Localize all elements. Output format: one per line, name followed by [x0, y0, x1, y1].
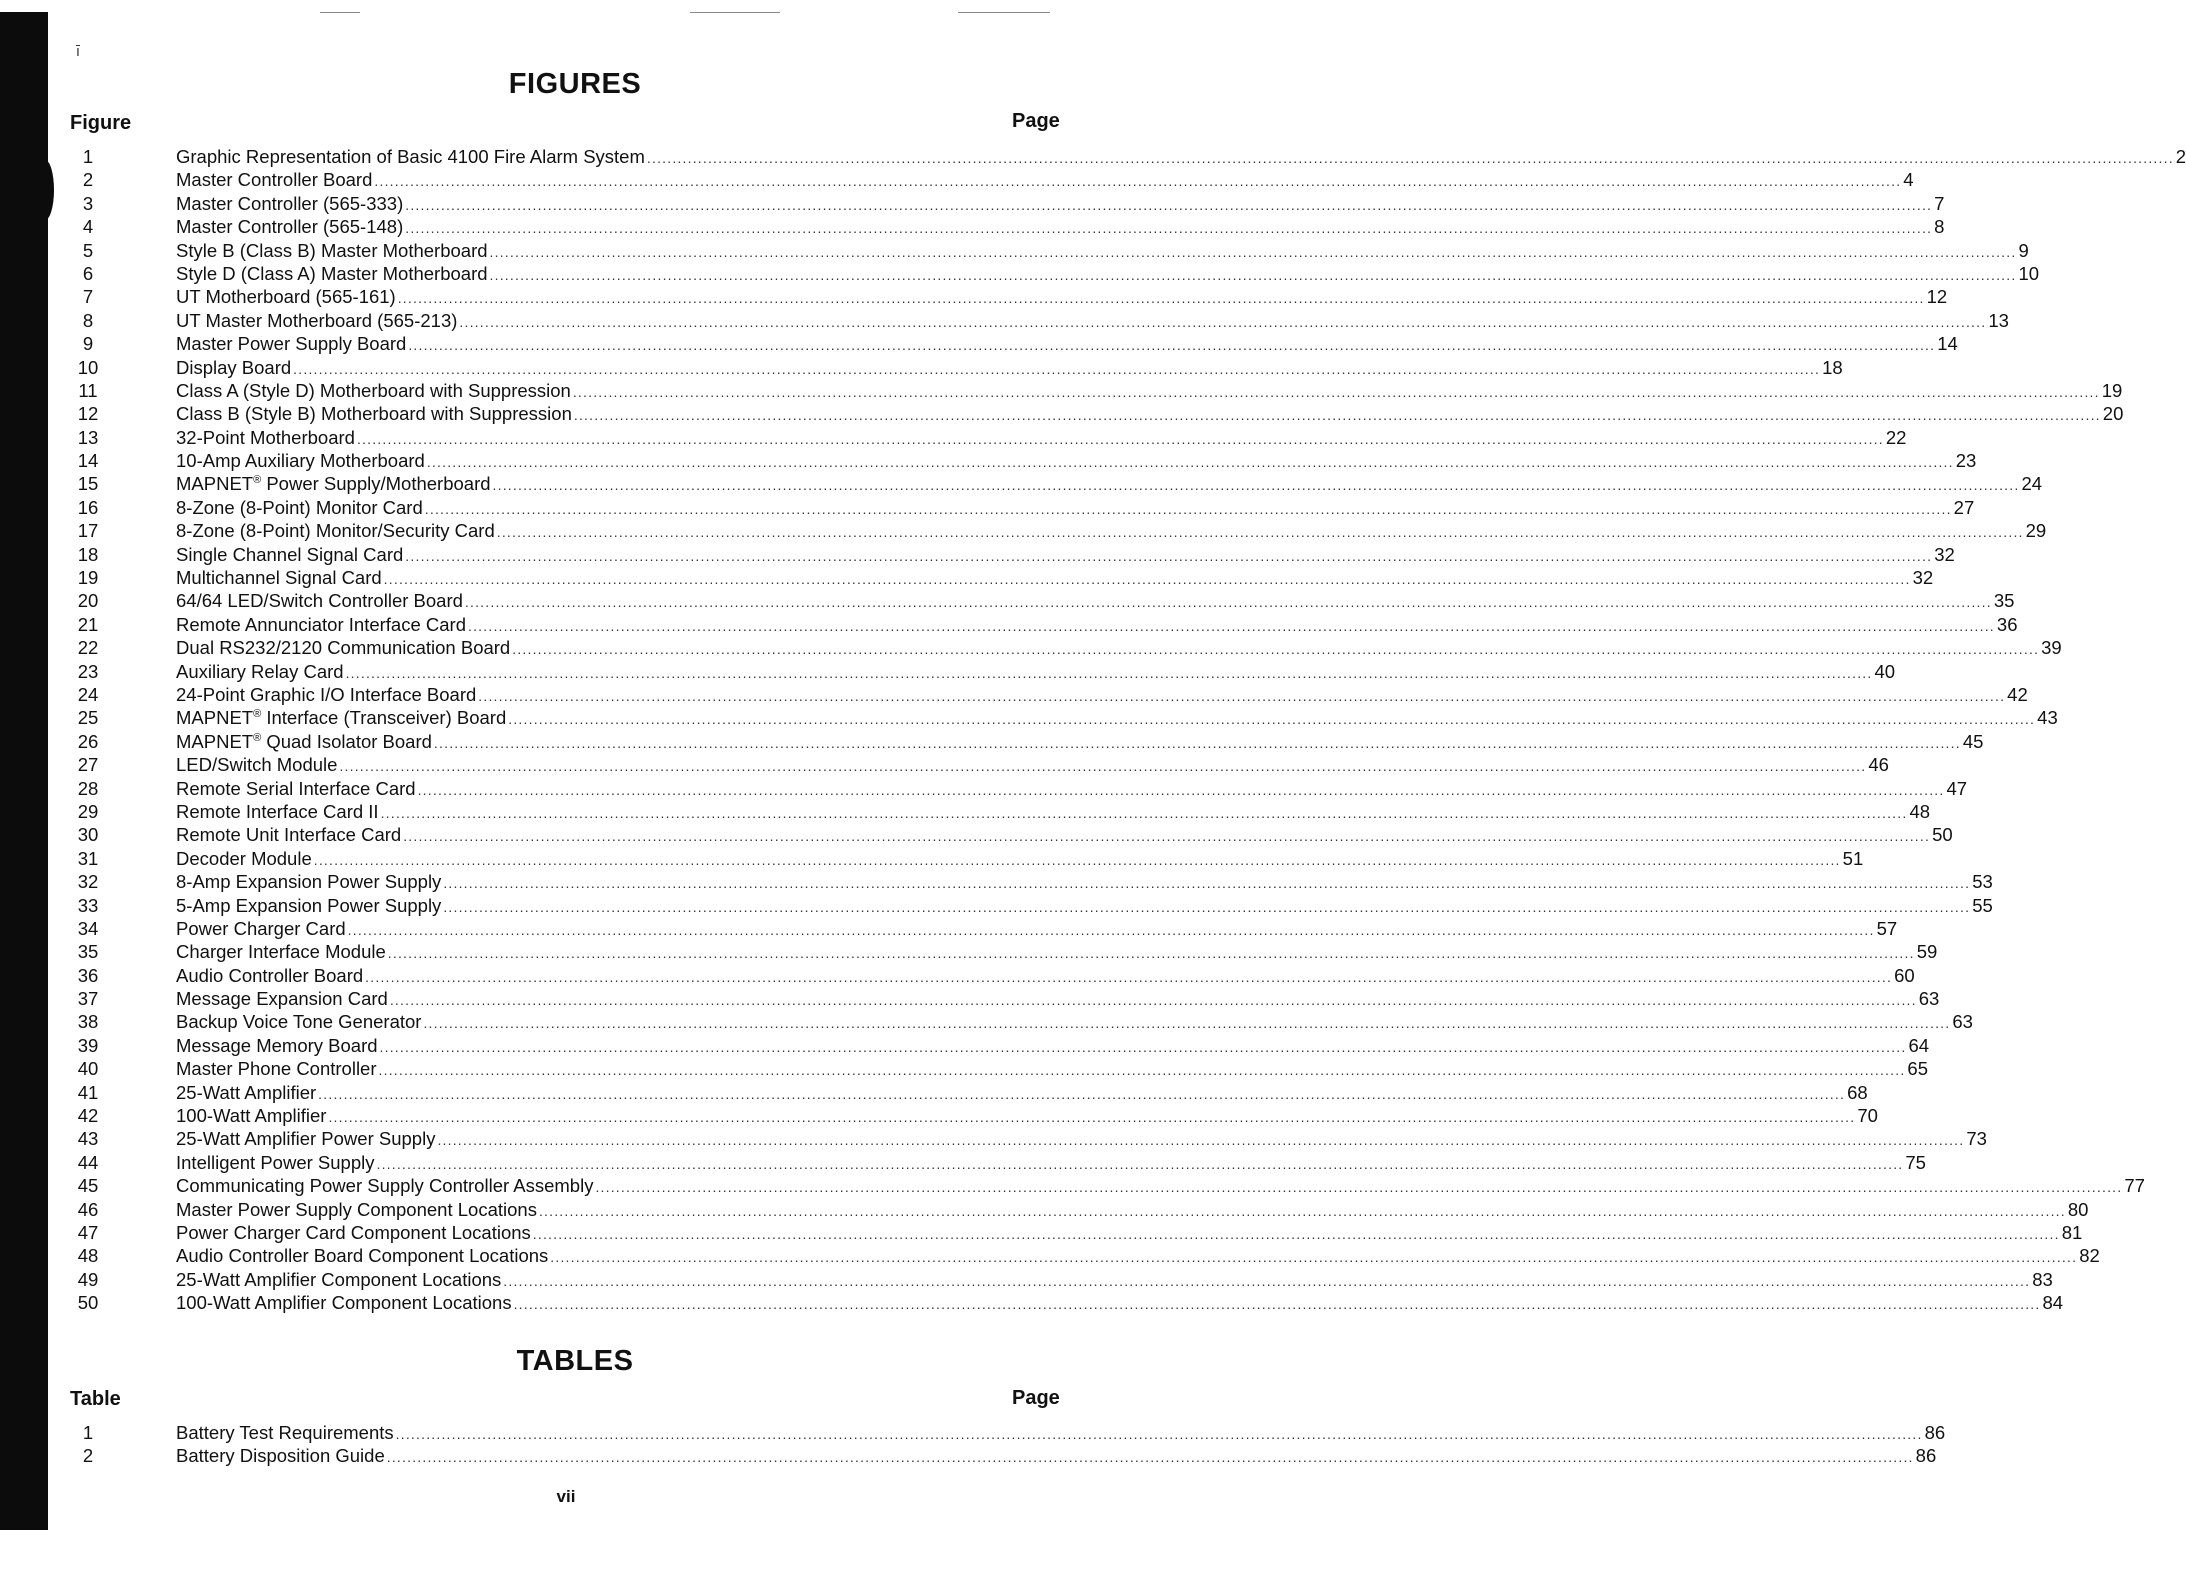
toc-page: 60 [1894, 964, 1915, 986]
dot-leader: ............................................................................................................................................................................................................................................................................................................ [464, 594, 1992, 611]
toc-page: 47 [1946, 777, 1968, 799]
toc-title: 25-Watt Amplifier [176, 1081, 317, 1103]
dot-leader: ............................................................................................................................................................................................................................................................................................................ [376, 1155, 1904, 1172]
toc-row [60, 496, 1975, 519]
toc-row [60, 519, 2047, 542]
toc-page: 55 [1972, 894, 1993, 916]
toc-number: 13 [77, 426, 99, 448]
toc-row [60, 379, 2123, 402]
dot-leader: ............................................................................................................................................................................................................................................................................................................ [356, 430, 1884, 447]
dot-leader: ............................................................................................................................................................................................................................................................................................................ [405, 196, 1933, 213]
toc-title: Display Board [176, 356, 292, 378]
toc-title: 64/64 LED/Switch Controller Board [176, 590, 463, 612]
toc-number: 43 [77, 1128, 99, 1150]
toc-number: 31 [77, 847, 99, 869]
toc-title: 10-Amp Auxiliary Motherboard [176, 450, 425, 472]
toc-page: 51 [1842, 847, 1864, 869]
dot-leader: ............................................................................................................................................................................................................................................................................................................ [496, 524, 2024, 541]
figure-column-header: Figure [70, 112, 132, 134]
toc-title: 100-Watt Amplifier [176, 1105, 327, 1127]
dot-leader: ............................................................................................................................................................................................................................................................................................................ [538, 1202, 2066, 1219]
toc-page: 13 [1988, 309, 2009, 331]
toc-number: 35 [77, 941, 99, 963]
toc-page: 32 [1934, 543, 1955, 565]
dot-leader: ............................................................................................................................................................................................................................................................................................................ [433, 734, 1961, 751]
dot-leader: ............................................................................................................................................................................................................................................................................................................ [313, 851, 1841, 868]
toc-page: 14 [1937, 333, 1958, 355]
toc-row [60, 1444, 1937, 1467]
toc-row [60, 636, 2062, 659]
toc-title: MAPNET® Interface (Transceiver) Board [176, 707, 507, 729]
dot-leader: ............................................................................................................................................................................................................................................................................................................ [405, 220, 1933, 237]
toc-row [60, 1034, 1930, 1057]
toc-title: MAPNET® Power Supply/Motherboard [176, 473, 491, 495]
figure-page-column-header: Page [1012, 110, 1060, 132]
dot-leader: ............................................................................................................................................................................................................................................................................................................ [293, 360, 1821, 377]
toc-page: 53 [1972, 871, 1993, 893]
toc-page: 48 [1909, 800, 1931, 822]
toc-page: 63 [1918, 988, 1940, 1010]
toc-number: 46 [77, 1198, 99, 1220]
dot-leader: ............................................................................................................................................................................................................................................................................................................ [646, 150, 2174, 166]
toc-number: 6 [82, 262, 94, 284]
toc-title: Master Phone Controller [176, 1058, 377, 1080]
toc-title: Master Power Supply Board [176, 333, 407, 355]
dot-leader: ............................................................................................................................................................................................................................................................................................................ [459, 313, 1987, 330]
toc-title: 8-Amp Expansion Power Supply [176, 871, 442, 893]
toc-row [60, 1221, 2083, 1244]
toc-page: 80 [2067, 1198, 2089, 1220]
dot-leader: ............................................................................................................................................................................................................................................................................................................ [383, 571, 1911, 588]
toc-page: 2 [2175, 146, 2186, 167]
dot-leader: ............................................................................................................................................................................................................................................................................................................ [403, 828, 1931, 845]
toc-title: Class A (Style D) Motherboard with Suppression [176, 379, 571, 401]
table-page-column-header: Page [1012, 1387, 1060, 1409]
toc-page: 22 [1885, 426, 1907, 448]
toc-page: 29 [2025, 520, 2047, 542]
toc-row [60, 426, 1907, 449]
dot-leader: ............................................................................................................................................................................................................................................................................................................ [489, 243, 2017, 260]
toc-number: 14 [77, 450, 99, 472]
toc-row [60, 1057, 1928, 1080]
toc-title: Class B (Style B) Motherboard with Suppression [176, 403, 572, 425]
scan-artifact [690, 12, 780, 13]
dot-leader: ............................................................................................................................................................................................................................................................................................................ [492, 477, 2020, 494]
toc-row [60, 262, 2040, 285]
toc-row [60, 332, 1958, 355]
toc-page: 40 [1874, 660, 1896, 682]
figures-title: FIGURES [508, 68, 642, 100]
toc-title: Remote Unit Interface Card [176, 824, 402, 846]
toc-title: Audio Controller Board Component Locations [176, 1245, 549, 1267]
toc-title: Decoder Module [176, 847, 312, 869]
toc-title: Multichannel Signal Card [176, 567, 382, 589]
toc-title: Dual RS232/2120 Communication Board [176, 637, 511, 659]
scan-artifact [320, 12, 360, 13]
toc-row [60, 356, 1843, 379]
toc-title: Remote Serial Interface Card [176, 777, 416, 799]
toc-number: 34 [77, 917, 99, 939]
toc-row [60, 239, 2029, 262]
toc-page: 12 [1926, 286, 1948, 308]
toc-row [60, 894, 1993, 917]
toc-number: 2 [82, 169, 94, 191]
dot-leader: ............................................................................................................................................................................................................................................................................................................ [395, 1426, 1923, 1442]
toc-row [60, 168, 1914, 191]
toc-title: Style B (Class B) Master Motherboard [176, 239, 488, 261]
toc-number: 36 [77, 964, 99, 986]
dot-leader: ............................................................................................................................................................................................................................................................................................................ [397, 290, 1925, 307]
dot-leader: ............................................................................................................................................................................................................................................................................................................ [426, 454, 1954, 471]
toc-number: 40 [77, 1058, 99, 1080]
toc-row [60, 706, 2058, 729]
dot-leader: ............................................................................................................................................................................................................................................................................................................ [379, 1038, 1907, 1055]
toc-row [60, 566, 1934, 589]
toc-number: 39 [77, 1034, 99, 1056]
toc-number: 8 [82, 309, 94, 331]
toc-row [60, 543, 1955, 566]
toc-title: Power Charger Card [176, 917, 346, 939]
toc-row [60, 730, 1984, 753]
toc-row [60, 847, 1864, 870]
toc-page: 43 [2037, 707, 2058, 729]
toc-number: 50 [77, 1292, 99, 1314]
dot-leader: ............................................................................................................................................................................................................................................................................................................ [508, 711, 2036, 728]
toc-page: 36 [1996, 613, 2018, 635]
toc-row [60, 823, 1953, 846]
toc-title: Communicating Power Supply Controller Assembly [176, 1175, 594, 1197]
toc-row [60, 145, 2186, 168]
toc-page: 10 [2018, 262, 2040, 284]
toc-page: 77 [2124, 1175, 2145, 1197]
toc-page: 32 [1912, 567, 1934, 589]
toc-page: 42 [2007, 683, 2028, 705]
toc-page: 39 [2041, 637, 2062, 659]
toc-number: 2 [82, 1445, 94, 1467]
toc-number: 26 [77, 730, 99, 752]
toc-number: 23 [77, 660, 99, 682]
toc-number: 21 [77, 613, 99, 635]
toc-row [60, 753, 1889, 776]
toc-page: 70 [1857, 1105, 1878, 1127]
toc-row [60, 1244, 2100, 1267]
toc-row [60, 309, 2009, 332]
toc-row [60, 940, 1938, 963]
toc-title: Master Controller Board [176, 169, 373, 191]
corner-mark: ī [76, 44, 80, 60]
toc-row [60, 1081, 1868, 1104]
toc-title: UT Motherboard (565-161) [176, 286, 396, 308]
toc-row [60, 589, 2015, 612]
toc-page: 82 [2079, 1245, 2100, 1267]
toc-row [60, 449, 1977, 472]
toc-number: 33 [77, 894, 99, 916]
toc-row [60, 683, 2028, 706]
dot-leader: ............................................................................................................................................................................................................................................................................................................ [478, 687, 2006, 704]
toc-page: 35 [1993, 590, 2015, 612]
toc-page: 9 [2018, 239, 2029, 261]
toc-row [60, 215, 1945, 238]
toc-title: Auxiliary Relay Card [176, 660, 344, 682]
toc-title: Graphic Representation of Basic 4100 Fire Alarm System [176, 146, 645, 167]
toc-title: 8-Zone (8-Point) Monitor Card [176, 496, 423, 518]
toc-title: Single Channel Signal Card [176, 543, 404, 565]
toc-page: 4 [1903, 169, 1914, 191]
tables-title: TABLES [516, 1345, 634, 1377]
toc-number: 25 [77, 707, 99, 729]
toc-title: Battery Disposition Guide [176, 1445, 385, 1467]
scan-artifact [958, 12, 1050, 13]
dot-leader: ............................................................................................................................................................................................................................................................................................................ [417, 781, 1945, 798]
dot-leader: ............................................................................................................................................................................................................................................................................................................ [573, 407, 2101, 424]
toc-page: 18 [1822, 356, 1843, 378]
toc-row [60, 870, 1993, 893]
toc-title: MAPNET® Quad Isolator Board [176, 730, 432, 752]
registered-mark: ® [253, 474, 262, 487]
toc-page: 24 [2021, 473, 2043, 495]
dot-leader: ............................................................................................................................................................................................................................................................................................................ [345, 664, 1873, 681]
toc-page: 27 [1953, 496, 1975, 518]
dot-leader: ............................................................................................................................................................................................................................................................................................................ [318, 1085, 1846, 1102]
toc-title: 32-Point Motherboard [176, 426, 355, 448]
toc-title: 25-Watt Amplifier Component Locations [176, 1268, 502, 1290]
toc-title: Battery Test Requirements [176, 1422, 394, 1443]
dot-leader: ............................................................................................................................................................................................................................................................................................................ [424, 500, 1952, 517]
toc-page: 23 [1955, 450, 1977, 472]
toc-row [60, 1010, 1973, 1033]
toc-title: 5-Amp Expansion Power Supply [176, 894, 442, 916]
toc-number: 1 [82, 146, 94, 167]
toc-number: 47 [77, 1221, 99, 1243]
toc-number: 5 [82, 239, 94, 261]
toc-title: Master Controller (565-148) [176, 216, 404, 238]
dot-leader: ............................................................................................................................................................................................................................................................................................................ [380, 804, 1908, 821]
toc-number: 3 [82, 192, 94, 214]
toc-row [60, 192, 1945, 215]
dot-leader: ............................................................................................................................................................................................................................................................................................................ [513, 1296, 2041, 1313]
toc-page: 19 [2101, 379, 2123, 401]
dot-leader: ............................................................................................................................................................................................................................................................................................................ [374, 173, 1902, 190]
toc-title: Charger Interface Module [176, 941, 386, 963]
toc-number: 18 [77, 543, 99, 565]
toc-row [60, 964, 1915, 987]
toc-number: 41 [77, 1081, 99, 1103]
toc-number: 45 [77, 1175, 99, 1197]
toc-title: 8-Zone (8-Point) Monitor/Security Card [176, 520, 495, 542]
dot-leader: ............................................................................................................................................................................................................................................................................................................ [389, 992, 1917, 1009]
toc-title: Style D (Class A) Master Motherboard [176, 262, 488, 284]
toc-page: 63 [1952, 1011, 1973, 1033]
toc-number: 42 [77, 1105, 99, 1127]
toc-number: 11 [78, 379, 98, 401]
toc-number: 44 [77, 1151, 99, 1173]
toc-page: 81 [2061, 1221, 2083, 1243]
toc-page: 20 [2102, 403, 2124, 425]
toc-page: 46 [1868, 754, 1889, 776]
toc-page: 68 [1847, 1081, 1868, 1103]
toc-title: Power Charger Card Component Locations [176, 1221, 531, 1243]
toc-number: 9 [82, 333, 94, 355]
toc-number: 49 [77, 1268, 99, 1290]
dot-leader: ............................................................................................................................................................................................................................................................................................................ [468, 617, 1995, 634]
dot-leader: ............................................................................................................................................................................................................................................................................................................ [365, 968, 1893, 985]
tables-list [60, 1421, 1946, 1468]
toc-row [60, 1104, 1878, 1127]
dot-leader: ............................................................................................................................................................................................................................................................................................................ [328, 1109, 1856, 1126]
dot-leader: ............................................................................................................................................................................................................................................................................................................ [423, 1015, 1951, 1032]
dot-leader: ............................................................................................................................................................................................................................................................................................................ [387, 945, 1915, 962]
toc-page: 86 [1915, 1445, 1937, 1467]
toc-row [60, 987, 1940, 1010]
toc-page: 8 [1934, 216, 1945, 238]
toc-row [60, 777, 1968, 800]
dot-leader: ............................................................................................................................................................................................................................................................................................................ [443, 898, 1971, 915]
toc-page: 84 [2042, 1292, 2064, 1314]
toc-title: Message Expansion Card [176, 988, 388, 1010]
toc-page: 65 [1907, 1058, 1928, 1080]
registered-mark: ® [253, 708, 262, 721]
toc-title: 25-Watt Amplifier Power Supply [176, 1128, 436, 1150]
toc-title: UT Master Motherboard (565-213) [176, 309, 458, 331]
toc-number: 19 [77, 567, 99, 589]
dot-leader: ............................................................................................................................................................................................................................................................................................................ [405, 547, 1933, 564]
dot-leader: ............................................................................................................................................................................................................................................................................................................ [408, 337, 1936, 354]
toc-page: 73 [1966, 1128, 1987, 1150]
toc-title: 100-Watt Amplifier Component Locations [176, 1292, 512, 1314]
toc-page: 64 [1908, 1034, 1930, 1056]
page-number: vii [556, 1487, 576, 1506]
toc-number: 48 [77, 1245, 99, 1267]
toc-row [60, 1291, 2064, 1314]
toc-title: LED/Switch Module [176, 754, 338, 776]
toc-number: 1 [82, 1422, 94, 1443]
toc-title: Remote Interface Card II [176, 800, 379, 822]
toc-page: 59 [1916, 941, 1938, 963]
toc-number: 22 [77, 637, 99, 659]
toc-number: 17 [77, 520, 99, 542]
toc-number: 29 [77, 800, 99, 822]
toc-number: 24 [77, 683, 99, 705]
toc-row [60, 285, 1948, 308]
toc-title: Audio Controller Board [176, 964, 364, 986]
toc-title: Backup Voice Tone Generator [176, 1011, 422, 1033]
toc-number: 37 [77, 988, 99, 1010]
dot-leader: ............................................................................................................................................................................................................................................................................................................ [443, 875, 1971, 892]
toc-number: 12 [77, 403, 99, 425]
binding-notch [36, 160, 54, 220]
registered-mark: ® [253, 731, 262, 744]
toc-row [60, 472, 2043, 495]
toc-title: Message Memory Board [176, 1034, 378, 1056]
toc-number: 38 [77, 1011, 99, 1033]
toc-number: 7 [82, 286, 94, 308]
dot-leader: ............................................................................................................................................................................................................................................................................................................ [550, 1249, 2078, 1266]
toc-row [60, 1268, 2053, 1291]
toc-page: 57 [1876, 917, 1898, 939]
binding-edge [0, 12, 48, 1530]
toc-number: 4 [82, 216, 94, 238]
dot-leader: ............................................................................................................................................................................................................................................................................................................ [512, 641, 2040, 658]
toc-page: 50 [1932, 824, 1953, 846]
dot-leader: ............................................................................................................................................................................................................................................................................................................ [339, 758, 1867, 775]
toc-row [60, 1151, 1926, 1174]
toc-row [60, 660, 1896, 683]
dot-leader: ............................................................................................................................................................................................................................................................................................................ [347, 921, 1875, 938]
toc-title: Master Power Supply Component Locations [176, 1198, 537, 1220]
dot-leader: ............................................................................................................................................................................................................................................................................................................ [489, 266, 2017, 283]
dot-leader: ............................................................................................................................................................................................................................................................................................................ [378, 1062, 1906, 1079]
toc-number: 16 [77, 496, 99, 518]
toc-page: 86 [1924, 1422, 1946, 1443]
toc-number: 32 [77, 871, 99, 893]
dot-leader: ............................................................................................................................................................................................................................................................................................................ [503, 1272, 2031, 1289]
toc-row [60, 1198, 2089, 1221]
figures-list [60, 145, 2186, 1315]
toc-number: 28 [77, 777, 99, 799]
toc-row [60, 1421, 1946, 1444]
toc-number: 10 [77, 356, 99, 378]
toc-row [60, 613, 2018, 636]
toc-number: 27 [77, 754, 99, 776]
toc-number: 15 [77, 473, 99, 495]
toc-title: Intelligent Power Supply [176, 1151, 375, 1173]
toc-row [60, 917, 1898, 940]
toc-title: 24-Point Graphic I/O Interface Board [176, 683, 477, 705]
toc-page: 75 [1905, 1151, 1926, 1173]
toc-row [60, 402, 2124, 425]
dot-leader: ............................................................................................................................................................................................................................................................................................................ [437, 1132, 1965, 1149]
table-column-header: Table [70, 1388, 121, 1410]
toc-row [60, 800, 1931, 823]
toc-number: 30 [77, 824, 99, 846]
dot-leader: ............................................................................................................................................................................................................................................................................................................ [386, 1449, 1914, 1466]
toc-row [60, 1127, 1987, 1150]
dot-leader: ............................................................................................................................................................................................................................................................................................................ [532, 1225, 2060, 1242]
toc-row [60, 1174, 2145, 1197]
dot-leader: ............................................................................................................................................................................................................................................................................................................ [595, 1179, 2123, 1196]
toc-page: 83 [2032, 1268, 2053, 1290]
toc-number: 20 [77, 590, 99, 612]
toc-title: Master Controller (565-333) [176, 192, 404, 214]
toc-page: 7 [1934, 192, 1945, 214]
toc-page: 45 [1962, 730, 1984, 752]
toc-title: Remote Annunciator Interface Card [176, 613, 466, 635]
dot-leader: ............................................................................................................................................................................................................................................................................................................ [572, 383, 2100, 400]
